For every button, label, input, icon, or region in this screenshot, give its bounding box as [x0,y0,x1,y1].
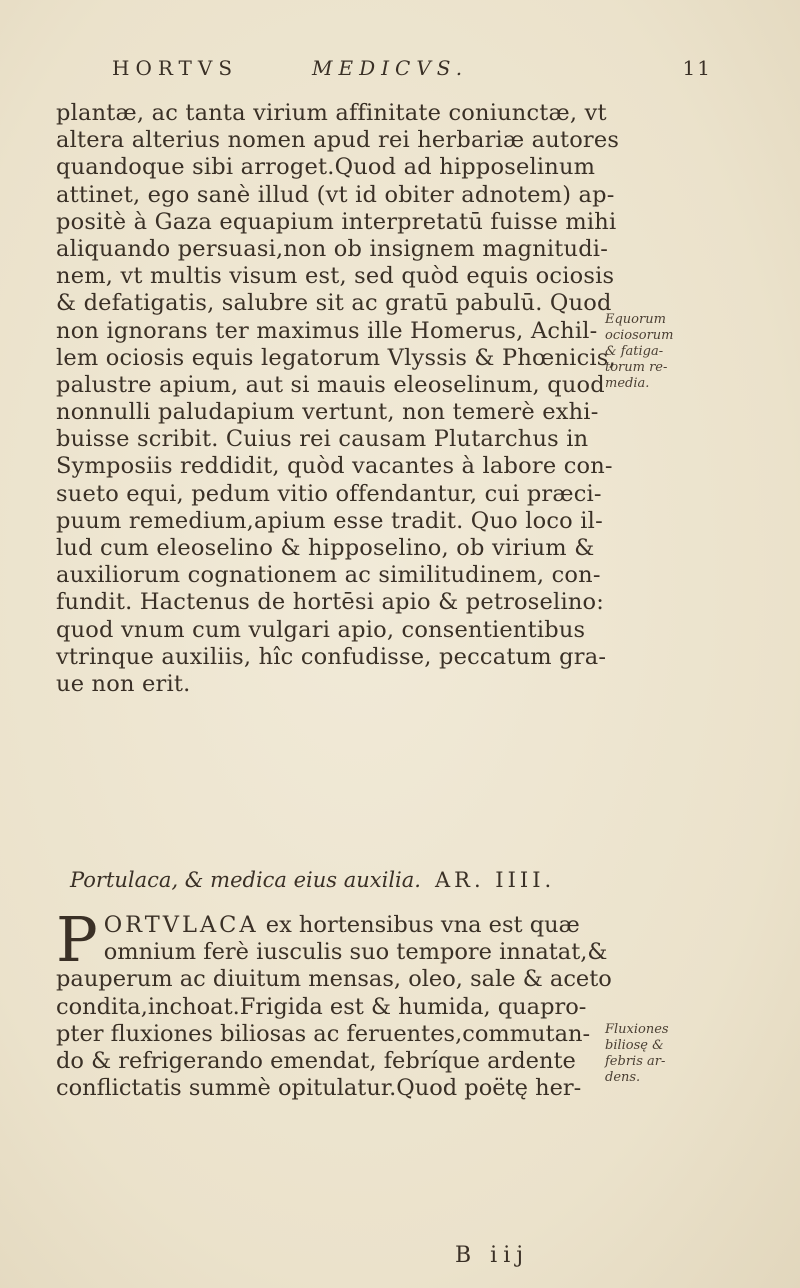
marginal-line: febris ar- [605,1054,666,1069]
marginal-line: Equorum [605,312,666,327]
section-title: Portulaca, & medica eius auxilia. [70,868,421,892]
text-line: attinet, ego sanè illud (vt id obiter adnotem) ap- [56,181,615,208]
text-line: omnium ferè iusculis suo tempore innatat,& [103,939,608,966]
text-line: palustre apium, aut si mauis eleoselinum, quod [56,371,605,398]
text-line: positè à Gaza equapium interpretatū fuisse mihi [56,208,617,235]
marginal-line: ociosorum [605,328,674,343]
text-line: nem, vt multis visum est, sed quòd equis ociosis [56,263,615,290]
section-ref: AR. IIII. [434,868,556,892]
marginal-line: dens. [605,1070,641,1085]
text-line: buisse scribit. Cuius rei causam Plutarchus in [56,426,589,453]
text-line: vtrinque auxiliis, hîc confudisse, peccatum gra- [56,643,607,670]
marginal-line: & fatiga- [605,344,664,359]
text-line: ex hortensibus vna est quæ [258,912,580,938]
text-line: pter fluxiones biliosas ac feruentes,commutan- [56,1020,591,1047]
running-head [112,56,712,86]
paragraph-2 [56,903,612,1102]
text-line: plantæ, ac tanta virium affinitate coniunctæ, vt [56,100,607,126]
text-line: altera alterius nomen apud rei herbariæ autores [56,127,620,154]
marginal-line: Fluxiones [605,1022,669,1037]
marginal-line: biliosę & [605,1038,664,1053]
text-line: quandoque sibi arroget.Quod ad hipposelinum [56,154,596,181]
paragraph-1 [56,100,620,698]
text-line: Symposiis reddidit, quòd vacantes à labore con- [56,453,613,480]
text-line: aliquando persuasi,non ob insignem magnitudi- [56,235,609,262]
first-word: ORTVLACA [103,912,259,938]
marginal-line: torum re- [605,360,668,375]
text-line: nonnulli paludapium vertunt, non temerè exhi- [56,399,599,426]
text-line: sueto equi, pedum vitio offendantur, cui præci- [56,480,602,507]
text-line: conflictatis summè opitulatur.Quod poëtę her- [56,1075,582,1102]
marginal-line: media. [605,376,650,391]
text-line: condita,inchoat.Frigida est & humida, quapro- [56,993,587,1020]
text-line: ue non erit. [56,670,191,697]
text-line: puum remedium,apium esse tradit. Quo loco il- [56,507,603,534]
text-line: fundit. Hactenus de hortēsi apio & petroselino: [56,589,605,616]
text-line: & defatigatis, salubre sit ac gratū pabulū. Quod [56,290,612,317]
text-line: lud cum eleoselino & hipposelino, ob virium & [56,535,595,561]
text-line: pauperum ac diuitum mensas, oleo, sale & aceto [56,966,612,993]
section-heading [70,868,600,892]
marginal-note-fluxiones [605,1022,705,1086]
running-head-middle: MEDICVS. [312,56,469,80]
signature-mark: B iij [455,1243,530,1268]
running-head-left: HORTVS [112,56,239,80]
marginal-note-equorum [605,312,705,392]
text-line: auxiliorum cognationem ac similitudinem, con- [56,562,601,589]
text-line: do & refrigerando emendat, febríque ardente [56,1047,576,1074]
folio-number: 11 [682,56,712,80]
drop-cap: P [56,903,98,976]
text-line: non ignorans ter maximus ille Homerus, Achil- [56,317,598,344]
text-line: quod vnum cum vulgari apio, consentientibus [56,616,586,643]
text-line: lem ociosis equis legatorum Vlyssis & Phœnicis, [56,344,616,371]
